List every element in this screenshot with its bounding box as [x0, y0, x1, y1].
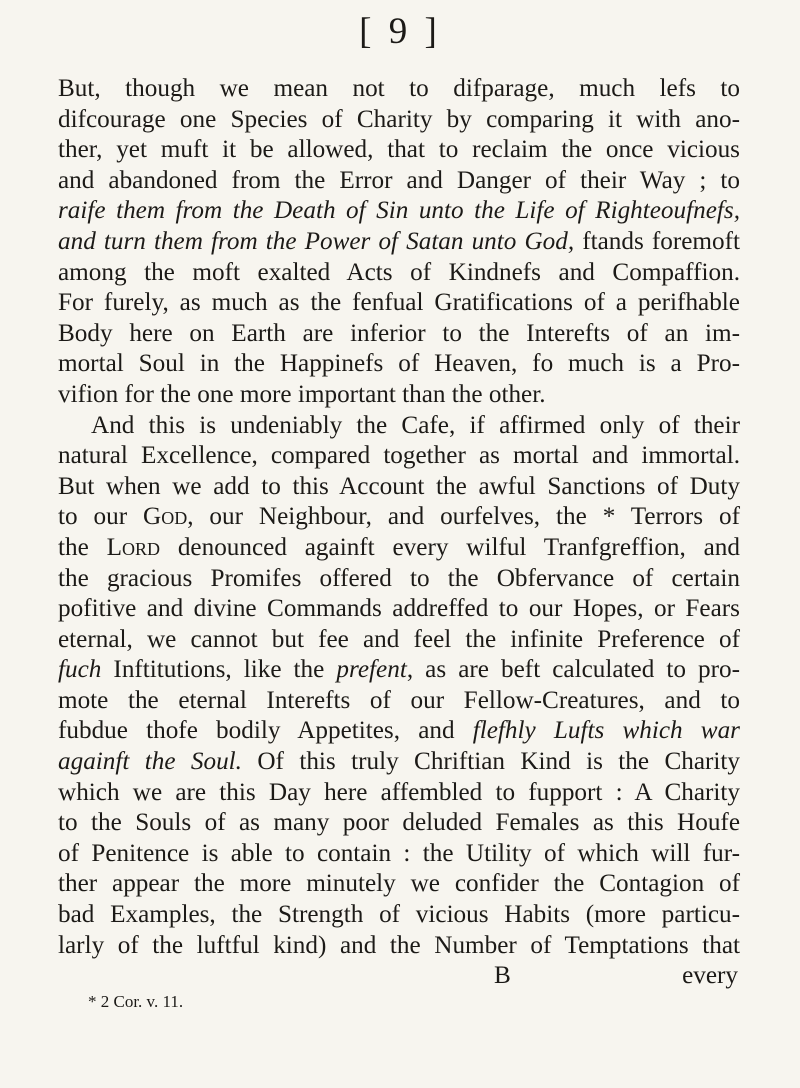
text-segment: Body here on Earth are inferior to the Interefts of an im- — [58, 319, 740, 347]
text-line — [58, 931, 740, 962]
text-segment: God — [143, 503, 188, 531]
text-line — [58, 716, 740, 747]
text-line — [58, 778, 740, 809]
text-line — [58, 625, 740, 656]
text-line — [58, 533, 740, 564]
text-segment: flefhly Lufts which war — [472, 717, 740, 745]
text-segment: Inftitutions, like the — [101, 656, 337, 684]
text-segment: pofitive and divine Commands addreffed to our Hopes, or Fears — [58, 595, 740, 623]
text-segment: , our Neighbour, and ourfelves, the * Terrors of — [187, 503, 740, 531]
text-segment: fubdue thofe bodily Appetites, and — [58, 717, 473, 745]
text-line — [58, 349, 740, 380]
text-segment: mote the eternal Interefts of our Fellow-Creatures, and to — [58, 686, 740, 714]
text-line — [58, 135, 740, 166]
text-segment: ftands foremoft — [574, 227, 740, 255]
text-segment: eternal, we cannot but fee and feel the infinite Preference of — [58, 625, 740, 653]
text-line — [58, 319, 740, 350]
text-line — [58, 472, 740, 503]
text-segment: bad Examples, the Strength of vicious Habits (more particu- — [58, 901, 740, 929]
text-segment: Of this truly Chriftian Kind is the Charity — [241, 748, 740, 776]
text-segment: Lord — [106, 533, 160, 561]
text-line — [58, 258, 740, 289]
text-segment: the gracious Promifes offered to the Obfervance of certain — [58, 564, 740, 592]
text-segment: vifion for the one more important than the other. — [58, 380, 546, 408]
text-segment: and abandoned from the Error and Danger of their Way ; to — [58, 166, 740, 194]
text-segment: ther, yet muft it be allowed, that to reclaim the once vicious — [58, 136, 740, 164]
text-segment: natural Excellence, compared together as mortal and immortal. — [58, 442, 740, 470]
text-segment: againft the Soul. — [58, 748, 242, 776]
text-segment: ther appear the more minutely we confider the Contagion of — [58, 870, 740, 898]
paragraph — [58, 411, 740, 962]
page-header: [ 9 ] — [359, 11, 441, 52]
text-line — [58, 227, 740, 258]
text-segment: fuch — [58, 656, 102, 684]
text-line — [58, 74, 740, 105]
text-segment: raife them from the Death of Sin unto the Life of Righteoufnefs, — [58, 197, 740, 225]
text-line — [58, 594, 740, 625]
signature-row — [58, 961, 740, 992]
text-segment: and turn them from the Power of Satan unto God, — [58, 227, 575, 255]
text-line — [58, 900, 740, 931]
text-segment: to the Souls of as many poor deluded Females as this Houfe — [58, 809, 740, 837]
text-segment: which we are this Day here affembled to fupport : A Charity — [58, 778, 740, 806]
text-line — [58, 655, 740, 686]
text-segment: to our — [58, 503, 143, 531]
signature-mark: B — [494, 962, 511, 990]
text-line — [58, 380, 740, 411]
text-segment: But when we add to this Account the awful Sanctions of Duty — [58, 472, 740, 500]
text-line — [58, 441, 740, 472]
text-segment: difcourage one Species of Charity by comparing it with ano- — [58, 105, 740, 133]
text-segment: And this is undeniably the Cafe, if affirmed only of their — [91, 411, 740, 439]
text-line — [58, 808, 740, 839]
text-line — [58, 288, 740, 319]
body-text — [58, 74, 740, 1012]
text-line — [58, 869, 740, 900]
text-segment: But, though we mean not to difparage, much lefs to — [58, 75, 740, 102]
paragraph — [58, 74, 740, 411]
text-line — [58, 747, 740, 778]
text-segment: larly of the luftful kind) and the Number of Temptations that — [58, 931, 740, 959]
footnote: * 2 Cor. v. 11. — [88, 991, 184, 1011]
text-line — [58, 166, 740, 197]
text-segment: denounced againft every wilful Tranfgreffion, and — [160, 533, 740, 561]
text-segment: of Penitence is able to contain : the Utility of which will fur- — [58, 839, 740, 867]
text-segment: mortal Soul in the Happinefs of Heaven, fo much is a Pro- — [58, 350, 740, 378]
text-segment: the — [58, 533, 107, 561]
text-line — [58, 411, 740, 442]
text-line — [58, 564, 740, 595]
text-segment: , as are beft calculated to pro- — [406, 656, 741, 684]
text-segment: For furely, as much as the fenfual Gratifications of a perifhable — [58, 289, 740, 317]
text-line — [58, 839, 740, 870]
text-segment: prefent — [336, 656, 407, 684]
text-line — [58, 196, 740, 227]
catchword: every — [682, 962, 738, 990]
text-line — [58, 686, 740, 717]
text-line — [58, 502, 740, 533]
text-line — [58, 105, 740, 136]
text-segment: among the moft exalted Acts of Kindnefs and Compaffion. — [58, 258, 740, 286]
